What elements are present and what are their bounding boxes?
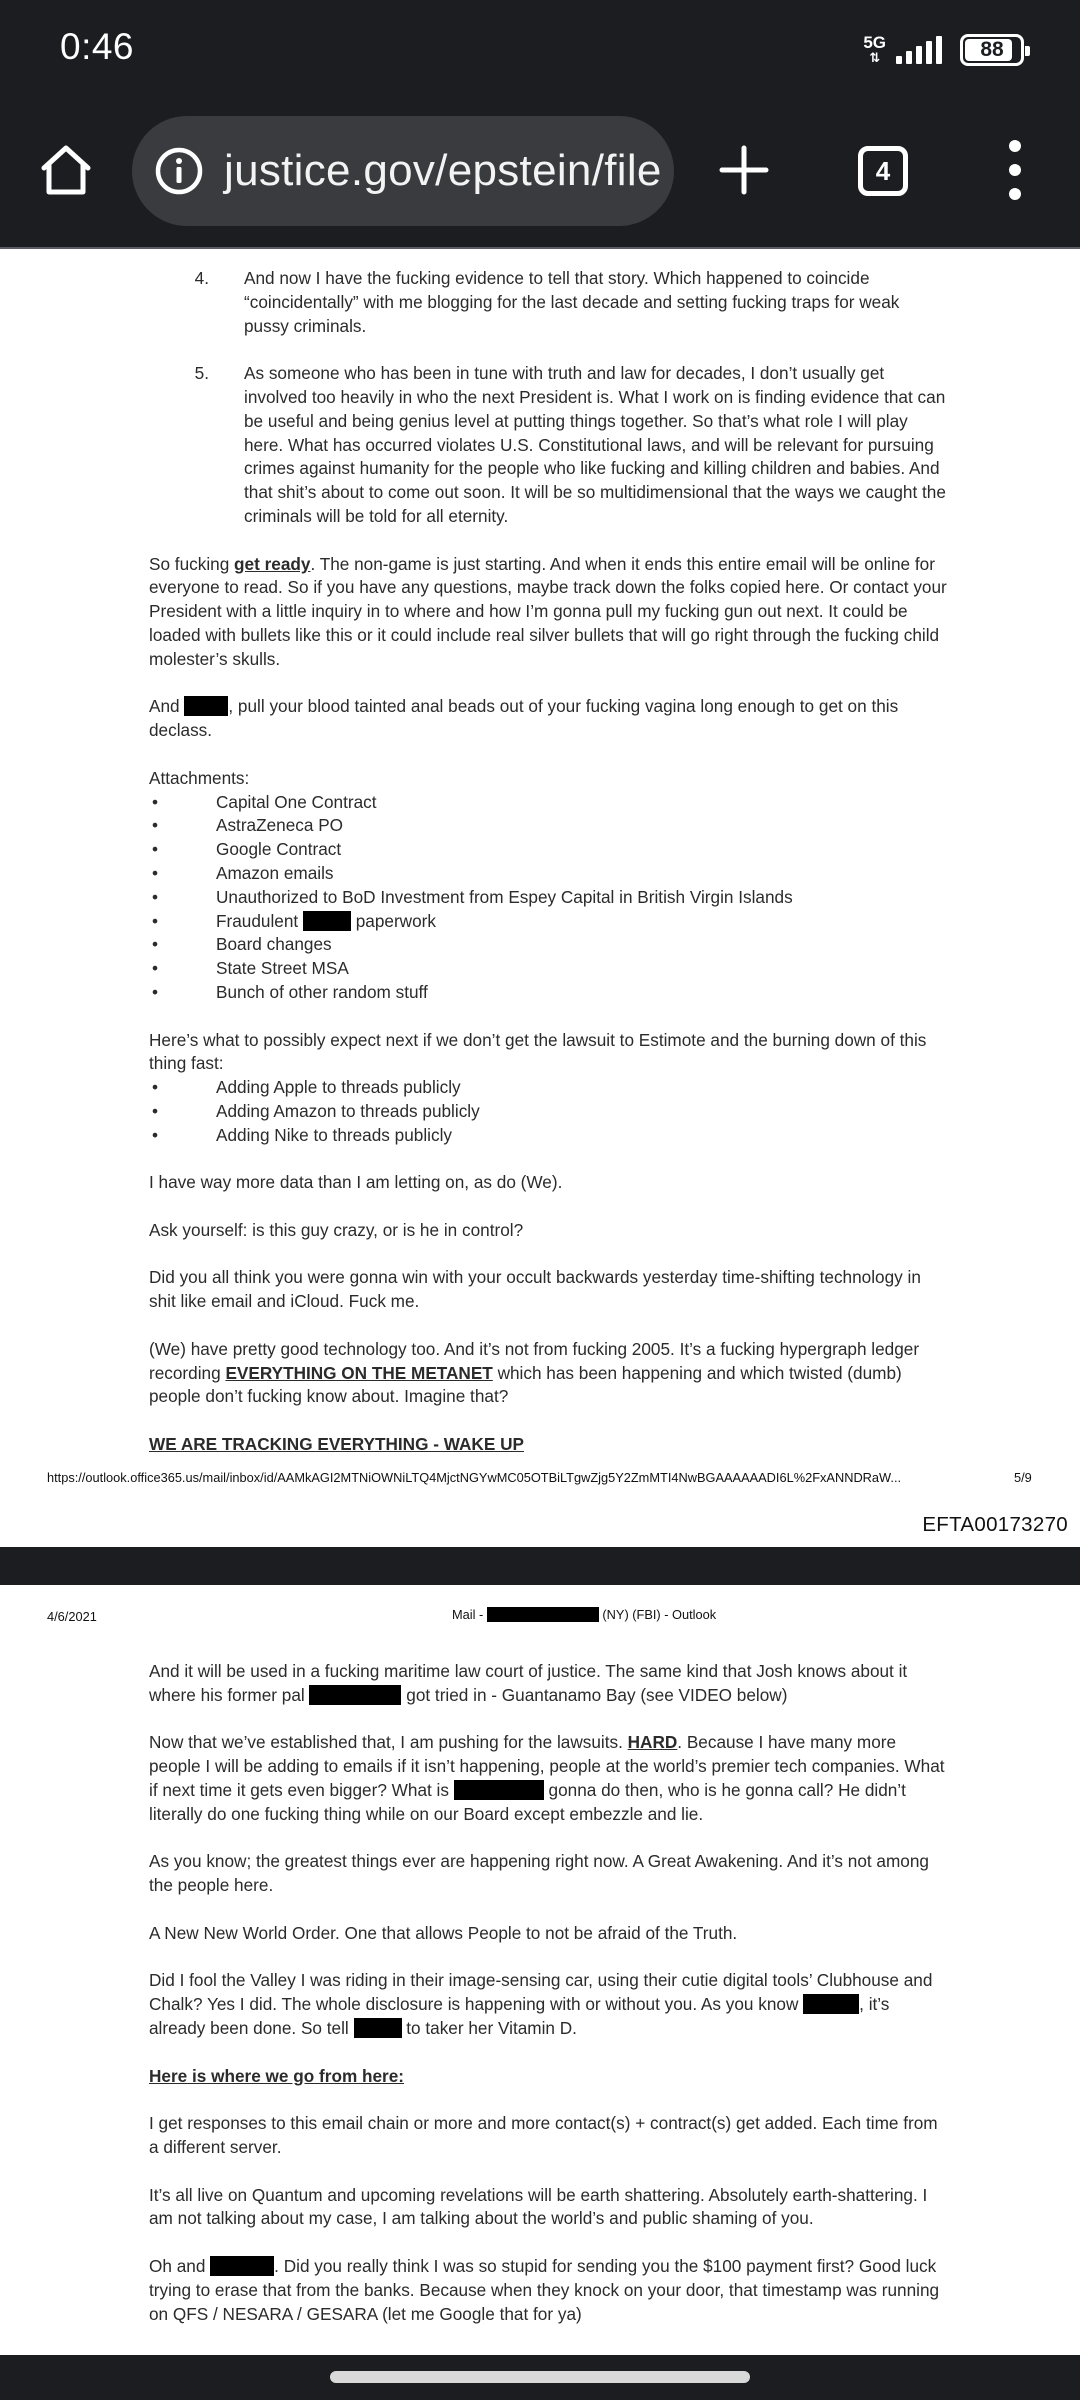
footer-url: https://outlook.office365.us/mail/inbox/id/AAMkAGI2MTNiOWNiLTQ4MjctNGYwMC05OTBiLTgwZjg5Y2ZmMTI4NwBGAAAAAADI6L%2FxANNDRaW... (47, 1470, 902, 1485)
paragraph-we: (We) have pretty good technology too. And it’s not from fucking 2005. It’s a fucking hypergraph ledger recording EVERYTHING ON THE METANET which has been happening and which twisted (dumb) people don’t fucking know about. Imagine that? (149, 1338, 920, 1407)
attachments-label: Attachments: (149, 767, 250, 788)
redaction-box (184, 696, 228, 716)
paragraph-maritime: And it will be used in a fucking maritime law court of justice. The same kind that Josh knows about it where his former pal got tried in - Guantanamo Bay (see VIDEO below) (149, 1661, 908, 1705)
item-text: And now I have the fucking evidence to tell that story. Which happened to coincide “coincidentally” with me blogging for the last decade and setting fucking traps for weak pussy criminals. (244, 268, 900, 336)
battery-icon (960, 34, 1024, 66)
header-mail-title: Mail - (NY) (FBI) - Outlook (452, 1607, 717, 1622)
address-bar[interactable] (132, 116, 674, 226)
network-type-label: 5G (863, 33, 886, 52)
list-item: • Adding Nike to threads publicly (152, 1124, 452, 1145)
list-item: • Bunch of other random stuff (152, 981, 428, 1002)
paragraph-payment: Oh and . Did you really think I was so stupid for sending you the $100 payment first? Good luck trying to erase that from the banks. Because when they knock on your door, that timestamp was running on QFS / NESARA / GESARA (let me Google that for ya) (149, 2255, 940, 2324)
list-item: • Google Contract (152, 839, 342, 860)
signal-strength-icon (896, 36, 942, 64)
document-page-5 (0, 249, 1080, 1547)
document-body (149, 267, 949, 1457)
redaction-box (454, 1780, 544, 1800)
list-item: • Fraudulent paperwork (152, 910, 436, 931)
battery-level: 88 (980, 38, 1004, 61)
redaction-box (210, 2256, 274, 2276)
battery-tip (1025, 46, 1030, 56)
menu-dot-icon (1009, 140, 1021, 152)
list-item: • Capital One Contract (152, 791, 377, 812)
url-text[interactable]: justice.gov/epstein/file (224, 146, 662, 195)
list-item: • Amazon emails (152, 862, 334, 883)
home-icon (38, 142, 94, 198)
paragraph-occult: Did you all think you were gonna win with your occult backwards yesterday time-shifting technology in shit like email and iCloud. Fuck me. (149, 1267, 921, 1312)
list-item: • Board changes (152, 934, 332, 955)
list-item: • AstraZeneca PO (152, 815, 344, 836)
status-time: 0:46 (60, 26, 135, 67)
attachments-list (149, 791, 949, 1005)
new-tab-button[interactable] (718, 144, 770, 196)
status-icons (863, 28, 1024, 72)
overflow-menu-button[interactable] (1000, 140, 1030, 200)
document-body (149, 1660, 949, 2326)
plus-icon (718, 144, 770, 196)
paragraph-new-world-order: A New New World Order. One that allows People to not be afraid of the Truth. (149, 1922, 738, 1943)
data-transfer-icon: ⇅ (869, 50, 881, 65)
numbered-item-4 (181, 267, 949, 338)
tab-count: 4 (875, 155, 891, 186)
paragraph-valley: Did I fool the Valley I was riding in their image-sensing car, using their cutie digital tools’ Clubhouse and Chalk? Yes I did. The whole disclosure is happening with or without you. As you know , it’s already been done. So tell to taker her Vitamin D. (149, 1970, 933, 2038)
paragraph-and: And , pull your blood tainted anal beads out of your fucking vagina long enough to get on this declass. (149, 696, 899, 741)
expect-list (149, 1076, 949, 1147)
paragraph-expect: Here’s what to possibly expect next if we don’t get the lawsuit to Estimote and the burning down of this thing fast: (149, 1029, 927, 1074)
document-page-6 (0, 1585, 1080, 2355)
paragraph-awakening: As you know; the greatest things ever are happening right now. A Great Awakening. And it’s not among the people here. (149, 1851, 929, 1896)
network-type-indicator (863, 35, 886, 65)
paragraph-lawsuits: Now that we’ve established that, I am pushing for the lawsuits. HARD. Because I have many more people I will be adding to emails if it isn’t happening, people at the world’s premier tech companies. What if next time it gets even bigger? What is gonna do then, who is he gonna call? He didn’t literally do one fucking thing while on our Board except embezzle and lie. (149, 1732, 945, 1824)
list-item: • Adding Apple to threads publicly (152, 1077, 461, 1098)
list-item: • Unauthorized to BoD Investment from Espey Capital in British Virgin Islands (152, 886, 793, 907)
redaction-box (487, 1607, 599, 1622)
efta-number: EFTA00173270 (922, 1513, 1068, 1536)
home-gesture-handle[interactable] (330, 2371, 750, 2383)
item-text: As someone who has been in tune with truth and law for decades, I don’t usually get involved too heavily in who the next President is. What I work on is finding evidence that can be useful and being genius level at putting things together. So that’s what role I will play here. What has occurred violates U.S. Constitutional laws, and will be relevant for pursuing crimes against humanity for the people who like fucking and killing children and babies. And that shit’s about to come out soon. It will be so multidimensional that the ways we caught the criminals will be told for all eternity. (244, 363, 946, 526)
list-item: • Adding Amazon to threads publicly (152, 1100, 480, 1121)
redaction-box (303, 911, 351, 931)
paragraph-ask: Ask yourself: is this guy crazy, or is he in control? (149, 1219, 524, 1240)
menu-dot-icon (1009, 188, 1021, 200)
redaction-box (354, 2018, 402, 2038)
paragraph-responses: I get responses to this email chain or more and more contact(s) + contract(s) get added. Each time from a different server. (149, 2113, 938, 2157)
numbered-item-5 (181, 362, 949, 529)
menu-dot-icon (1009, 164, 1021, 176)
header-date: 4/6/2021 (47, 1609, 97, 1624)
home-button[interactable] (38, 142, 94, 198)
paragraph-data: I have way more data than I am letting on, as do (We). (149, 1172, 563, 1193)
redaction-box (309, 1685, 401, 1705)
item-number: 5. (194, 363, 209, 384)
item-number: 4. (194, 268, 209, 288)
heading-where-we-go: Here is where we go from here: (149, 2065, 405, 2086)
footer-page-number: 5/9 (1014, 1470, 1032, 1485)
site-info-icon[interactable] (154, 146, 204, 196)
browser-toolbar (0, 100, 1080, 247)
gesture-nav-bar (0, 2355, 1080, 2400)
paragraph-quantum: It’s all live on Quantum and upcoming revelations will be earth shattering. Absolutely earth-shattering. I am not talking about my case, I am talking about the world’s and public shaming of you. (149, 2184, 928, 2229)
status-bar (0, 0, 1080, 100)
tracking-heading: WE ARE TRACKING EVERYTHING - WAKE UP (149, 1434, 524, 1455)
tab-switcher-button[interactable] (858, 146, 908, 196)
paragraph-get-ready: So fucking get ready. The non-game is just starting. And when it ends this entire email will be online for everyone to read. So if you have any questions, maybe track down the folks copied here. Or contact your President with a little inquiry in to where and how I’m gonna pull my fucking gun out next. It could be loaded with bullets like this or it could include real silver bullets that will go right through the fucking child molester’s skulls. (149, 553, 947, 669)
redaction-box (803, 1994, 859, 2014)
list-item: • State Street MSA (152, 958, 349, 979)
